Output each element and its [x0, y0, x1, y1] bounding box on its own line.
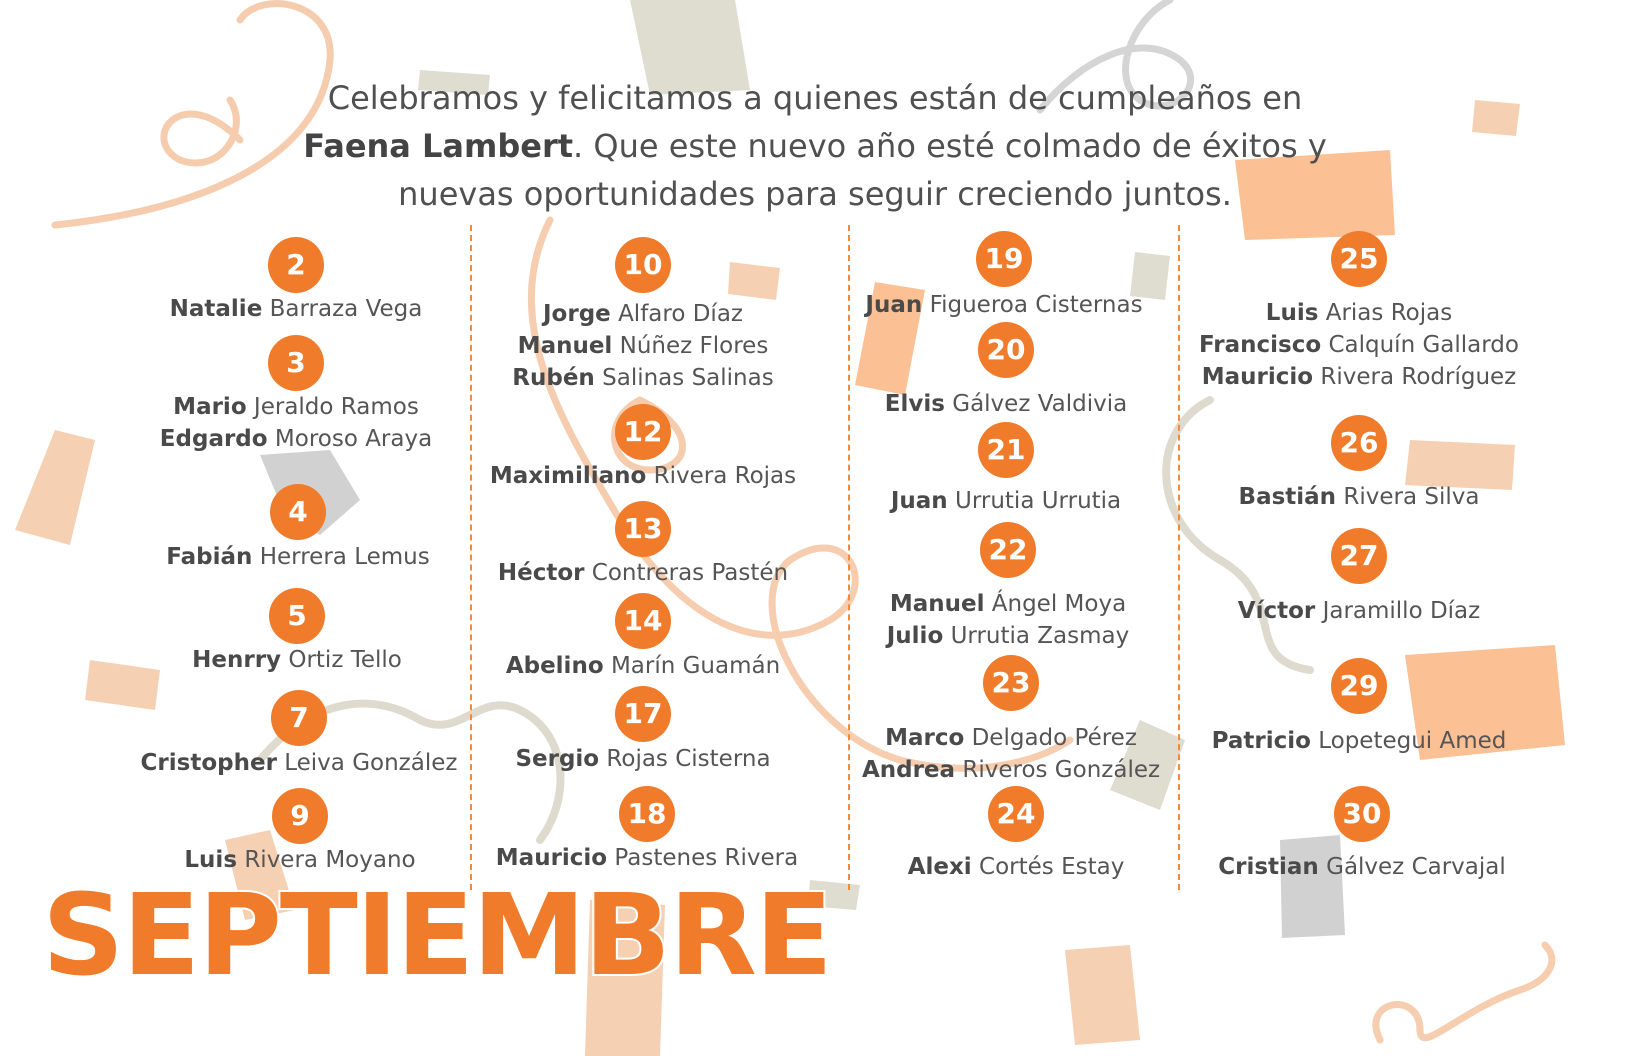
person-name: [1199, 297, 1519, 329]
person-name: [1212, 725, 1507, 757]
day-badge: 14: [615, 593, 671, 649]
birthday-names: [908, 851, 1125, 883]
first-name: Manuel: [889, 591, 985, 617]
last-name: Jaramillo Díaz: [1322, 598, 1481, 624]
day-badge: 10: [615, 237, 671, 293]
person-name: [862, 722, 1160, 754]
birthday-names: [141, 747, 458, 779]
last-name: Herrera Lemus: [259, 544, 430, 570]
birthday-names: [1238, 595, 1480, 627]
person-name: [887, 588, 1130, 620]
last-name: Rivera Moyano: [244, 847, 416, 873]
last-name: Calquín Gallardo: [1328, 332, 1519, 358]
last-name: Cortés Estay: [979, 854, 1125, 880]
person-name: [506, 650, 780, 682]
birthday-names: [1218, 851, 1506, 883]
last-name: Urrutia Urrutia: [954, 488, 1122, 514]
first-name: Bastián: [1238, 484, 1337, 510]
day-badge: 20: [978, 322, 1034, 378]
birthday-names: [170, 293, 423, 325]
first-name: Henrry: [192, 647, 282, 673]
person-name: [141, 747, 458, 779]
birthday-names: [1212, 725, 1507, 757]
person-name: [490, 460, 796, 492]
day-badge: 23: [983, 655, 1039, 711]
birthday-names: [490, 460, 796, 492]
day-badge: 9: [272, 788, 328, 844]
day-badge: 3: [268, 335, 324, 391]
person-name: [862, 754, 1160, 786]
first-name: Cristian: [1218, 854, 1319, 880]
last-name: Ángel Moya: [991, 591, 1127, 617]
month-title: SEPTIEMBRE: [42, 871, 831, 1001]
last-name: Rivera Rodríguez: [1320, 364, 1517, 390]
column-divider: [470, 225, 472, 890]
first-name: Héctor: [497, 560, 585, 586]
person-name: [1199, 329, 1519, 361]
last-name: Pastenes Rivera: [614, 845, 799, 871]
person-name: [160, 391, 432, 423]
person-name: [885, 388, 1127, 420]
first-name: Mario: [173, 394, 247, 420]
intro-text-2: . Que este nuevo año esté colmado de éxitos y nuevas oportunidades para seguir creciendo juntos.: [398, 127, 1327, 213]
day-badge: 25: [1331, 231, 1387, 287]
last-name: Rivera Silva: [1343, 484, 1480, 510]
person-name: [1239, 481, 1480, 513]
last-name: Moroso Araya: [274, 426, 433, 452]
day-badge: 21: [978, 422, 1034, 478]
person-name: [1218, 851, 1506, 883]
first-name: Andrea: [861, 757, 956, 783]
person-name: [498, 557, 788, 589]
person-name: [891, 485, 1121, 517]
person-name: [170, 293, 423, 325]
day-badge: 26: [1331, 415, 1387, 471]
birthday-names: [506, 650, 780, 682]
first-name: Abelino: [505, 653, 604, 679]
person-name: [512, 362, 773, 394]
birthday-names: [512, 298, 773, 394]
company-name: Faena Lambert: [303, 127, 574, 165]
person-name: [1238, 595, 1480, 627]
last-name: Gálvez Carvajal: [1326, 854, 1506, 880]
day-badge: 27: [1331, 528, 1387, 584]
first-name: Mauricio: [1201, 364, 1314, 390]
first-name: Francisco: [1199, 332, 1322, 358]
last-name: Gálvez Valdivia: [952, 391, 1128, 417]
birthday-names: [192, 644, 402, 676]
birthday-names: [515, 743, 770, 775]
day-badge: 18: [619, 786, 675, 842]
last-name: Jeraldo Ramos: [253, 394, 419, 420]
person-name: [865, 289, 1142, 321]
last-name: Arias Rojas: [1325, 300, 1453, 326]
first-name: Rubén: [512, 365, 595, 391]
person-name: [908, 851, 1125, 883]
day-badge: 30: [1334, 786, 1390, 842]
birthday-names: [1199, 297, 1519, 393]
person-name: [160, 423, 432, 455]
first-name: Marco: [885, 725, 965, 751]
person-name: [887, 620, 1130, 652]
first-name: Patricio: [1211, 728, 1311, 754]
day-badge: 22: [980, 522, 1036, 578]
day-badge: 4: [270, 484, 326, 540]
birthday-names: [498, 557, 788, 589]
first-name: Julio: [886, 623, 944, 649]
last-name: Salinas Salinas: [602, 365, 774, 391]
first-name: Juan: [865, 292, 923, 318]
first-name: Juan: [890, 488, 948, 514]
first-name: Mauricio: [495, 845, 608, 871]
day-badge: 12: [615, 404, 671, 460]
birthday-names: [891, 485, 1121, 517]
birthday-names: [496, 842, 798, 874]
first-name: Víctor: [1237, 598, 1316, 624]
day-badge: 13: [615, 501, 671, 557]
first-name: Edgardo: [159, 426, 268, 452]
first-name: Manuel: [517, 333, 613, 359]
first-name: Jorge: [542, 301, 611, 327]
column-divider: [848, 225, 850, 890]
last-name: Alfaro Díaz: [618, 301, 743, 327]
birthday-names: [887, 588, 1130, 652]
person-name: [496, 842, 798, 874]
person-name: [512, 298, 773, 330]
day-badge: 29: [1331, 658, 1387, 714]
first-name: Luis: [1265, 300, 1319, 326]
last-name: Ortiz Tello: [288, 647, 402, 673]
birthday-names: [166, 541, 429, 573]
first-name: Luis: [184, 847, 238, 873]
last-name: Delgado Pérez: [971, 725, 1137, 751]
person-name: [512, 330, 773, 362]
first-name: Alexi: [907, 854, 972, 880]
day-badge: 7: [271, 690, 327, 746]
first-name: Elvis: [884, 391, 945, 417]
first-name: Cristopher: [140, 750, 277, 776]
column-divider: [1178, 225, 1180, 890]
last-name: Contreras Pastén: [591, 560, 789, 586]
person-name: [166, 541, 429, 573]
last-name: Riveros González: [962, 757, 1161, 783]
birthday-names: [865, 289, 1142, 321]
last-name: Lopetegui Amed: [1318, 728, 1507, 754]
day-badge: 2: [268, 237, 324, 293]
first-name: Natalie: [169, 296, 263, 322]
last-name: Rivera Rojas: [653, 463, 797, 489]
day-badge: 17: [615, 686, 671, 742]
birthday-names: [160, 391, 432, 455]
day-badge: 24: [988, 786, 1044, 842]
first-name: Fabián: [166, 544, 253, 570]
intro-message: [300, 74, 1330, 218]
person-name: [1199, 361, 1519, 393]
person-name: [192, 644, 402, 676]
first-name: Sergio: [515, 746, 600, 772]
first-name: Maximiliano: [489, 463, 647, 489]
last-name: Leiva González: [284, 750, 458, 776]
intro-text-1: Celebramos y felicitamos a quienes están de cumpleaños en: [327, 79, 1303, 117]
last-name: Barraza Vega: [269, 296, 423, 322]
last-name: Urrutia Zasmay: [950, 623, 1130, 649]
day-badge: 19: [976, 231, 1032, 287]
birthday-names: [862, 722, 1160, 786]
last-name: Marín Guamán: [610, 653, 781, 679]
birthday-names: [1239, 481, 1480, 513]
last-name: Rojas Cisterna: [606, 746, 771, 772]
day-badge: 5: [269, 588, 325, 644]
last-name: Núñez Flores: [619, 333, 769, 359]
last-name: Figueroa Cisternas: [929, 292, 1143, 318]
person-name: [515, 743, 770, 775]
birthday-names: [885, 388, 1127, 420]
